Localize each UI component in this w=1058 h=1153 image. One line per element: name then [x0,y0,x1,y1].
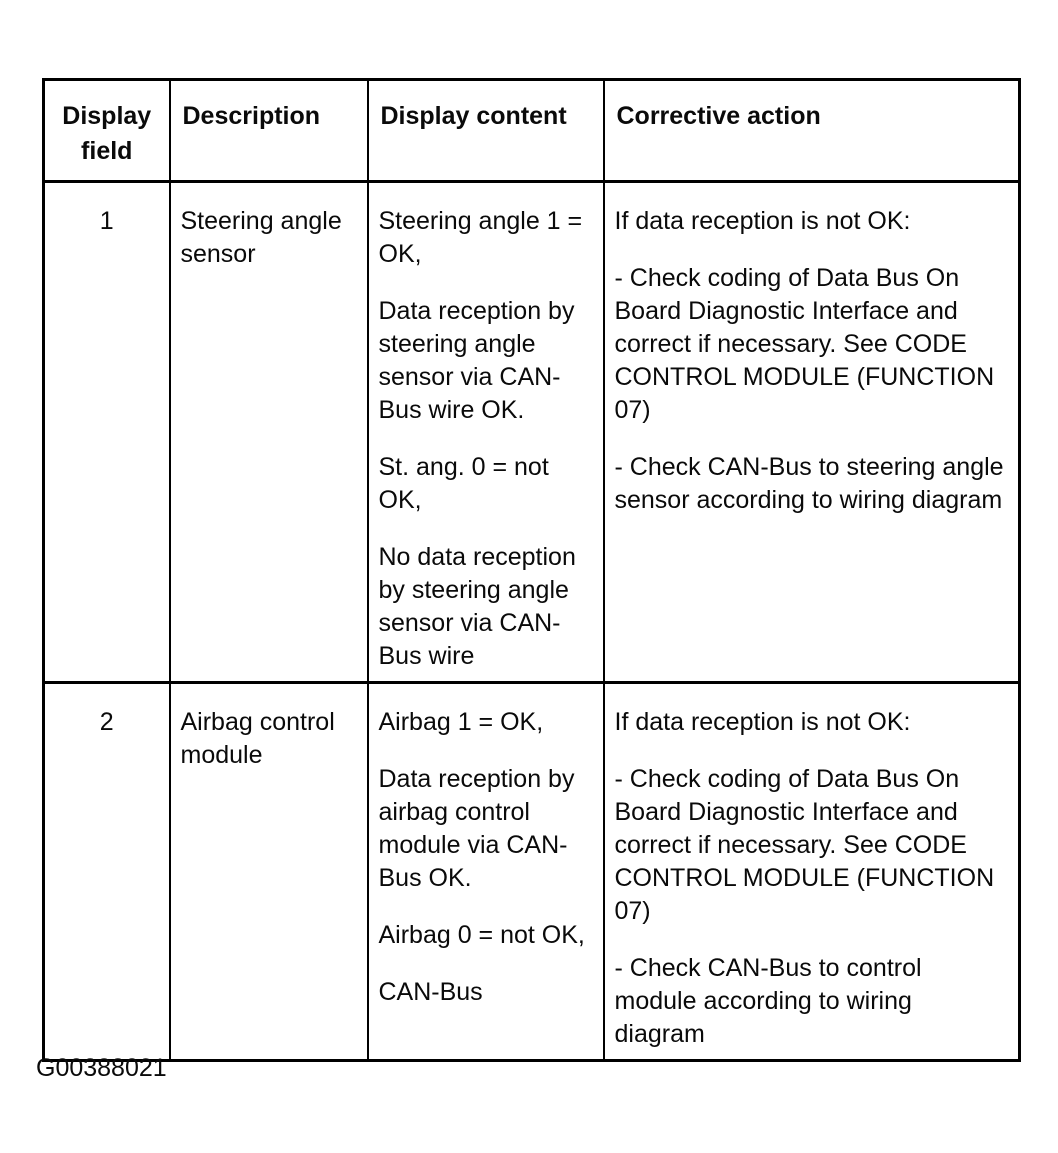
cell-paragraph: If data reception is not OK: [614,708,911,736]
cell-paragraph: If data reception is not OK: [614,207,911,235]
figure-id: G00388021 [36,1054,167,1082]
cell-display-field: 2 [44,683,170,1061]
cell-description: Steering angle sensor [170,182,368,683]
column-header-display-field: Display field [44,80,170,182]
cell-description: Airbag control module [170,683,368,1061]
cell-display-content [368,683,604,1061]
cell-paragraph: CAN-Bus [378,978,483,1006]
diagnostic-table [42,78,1021,1062]
header-row [44,80,1020,182]
cell-paragraph: - Check CAN-Bus to steering angle sensor according to wiring diagram [614,453,1004,514]
cell-paragraph: Airbag 0 = not OK, [378,921,585,949]
cell-corrective-action [604,182,1020,683]
cell-paragraph: Steering angle 1 = OK, [378,207,583,268]
cell-paragraph: Data reception by airbag control module via CAN-Bus OK. [378,765,575,892]
column-header-display-content: Display content [368,80,604,182]
cell-paragraph: No data reception by steering angle sensor via CAN-Bus wire [378,543,576,670]
cell-paragraph: Data reception by steering angle sensor via CAN-Bus wire OK. [378,297,575,424]
cell-paragraph: - Check coding of Data Bus On Board Diagnostic Interface and correct if necessary. See CODE CONTROL MODULE (FUNCTION 07) [614,264,995,424]
cell-paragraph: - Check CAN-Bus to control module according to wiring diagram [614,954,922,1048]
cell-display-field: 1 [44,182,170,683]
cell-paragraph: - Check coding of Data Bus On Board Diagnostic Interface and correct if necessary. See CODE CONTROL MODULE (FUNCTION 07) [614,765,995,925]
table-row [44,182,1020,683]
cell-corrective-action [604,683,1020,1061]
cell-paragraph: St. ang. 0 = not OK, [378,453,549,514]
column-header-description: Description [170,80,368,182]
cell-paragraph: Airbag 1 = OK, [378,708,544,736]
table-row [44,683,1020,1061]
cell-display-content [368,182,604,683]
column-header-corrective-action: Corrective action [604,80,1020,182]
